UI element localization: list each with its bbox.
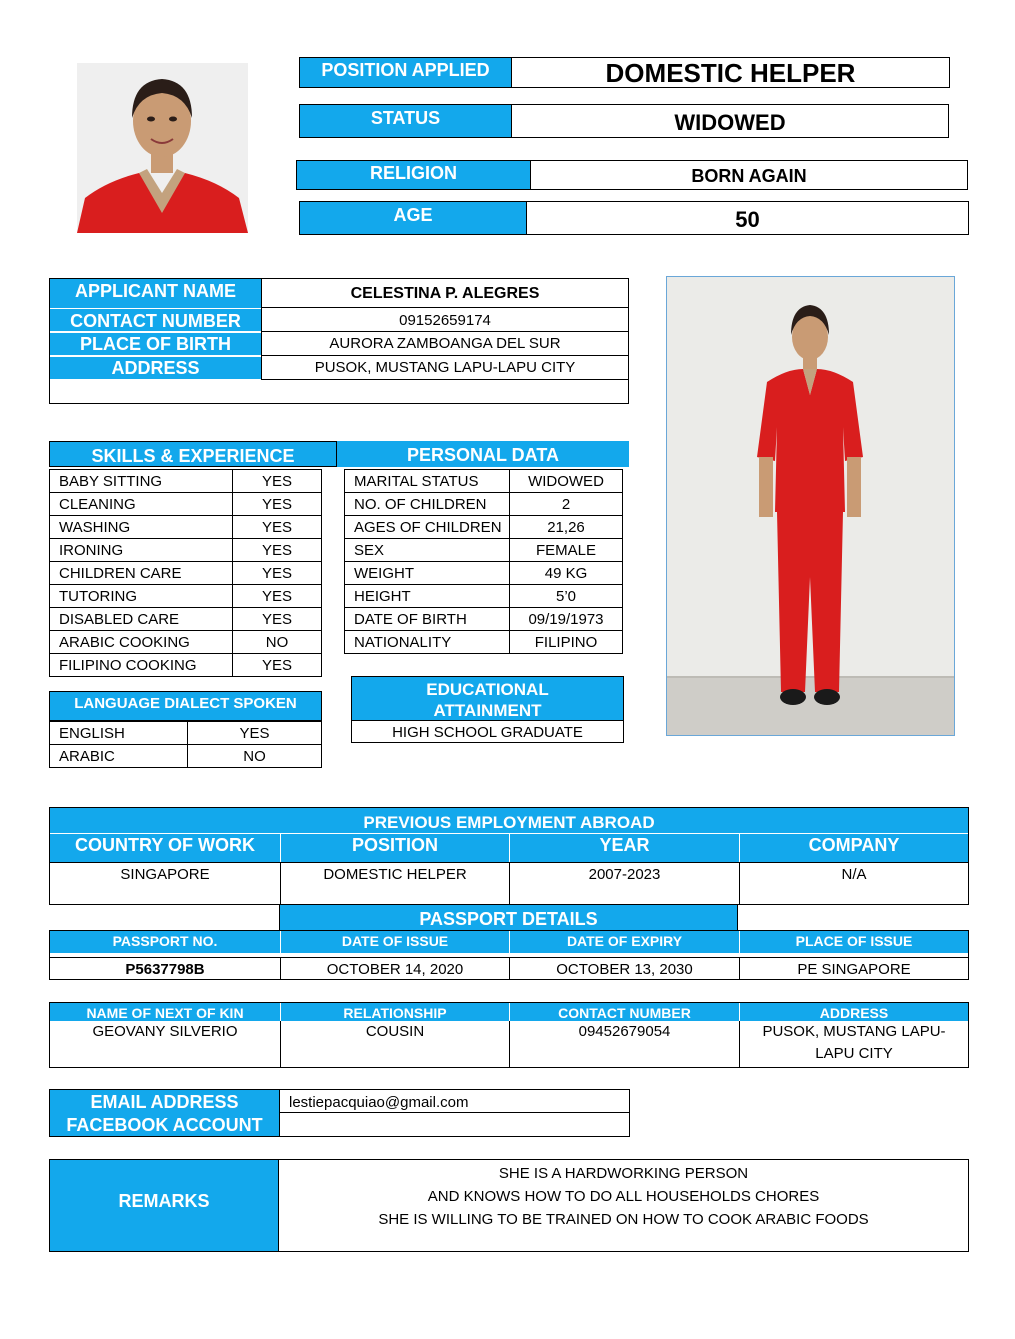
language-row	[50, 722, 322, 745]
personal-data-row-value: FEMALE	[510, 539, 623, 562]
passport-value-4: PE SINGAPORE	[739, 957, 968, 979]
skill-row-value: YES	[233, 539, 322, 562]
skill-row-value: YES	[233, 493, 322, 516]
contact-number-label: CONTACT NUMBER	[50, 309, 261, 331]
employment-header-1: COUNTRY OF WORK	[50, 834, 280, 862]
personal-data-row-label: DATE OF BIRTH	[345, 608, 510, 631]
portrait-illustration	[77, 63, 248, 233]
education-value: HIGH SCHOOL GRADUATE	[351, 720, 624, 743]
position-applied-label: POSITION APPLIED	[300, 58, 511, 87]
applicant-name-label: APPLICANT NAME	[50, 279, 261, 308]
skill-row	[50, 654, 322, 677]
contact-block	[49, 1089, 630, 1137]
passport-header-2: DATE OF ISSUE	[280, 931, 509, 953]
passport-value-1: P5637798B	[50, 957, 280, 979]
remarks-line-3: SHE IS WILLING TO BE TRAINED ON HOW TO COOK ARABIC FOODS	[378, 1211, 869, 1228]
skill-row-label: FILIPINO COOKING	[50, 654, 233, 677]
skill-row	[50, 516, 322, 539]
passport-block	[49, 930, 969, 980]
skill-row-label: CLEANING	[50, 493, 233, 516]
personal-data-row-value: 5’0	[510, 585, 623, 608]
personal-data-row	[345, 562, 623, 585]
personal-data-row	[345, 608, 623, 631]
position-applied-value: DOMESTIC HELPER	[511, 58, 949, 87]
personal-data-row-value: 21,26	[510, 516, 623, 539]
employment-value-4: N/A	[739, 862, 968, 904]
personal-data-row-value: FILIPINO	[510, 631, 623, 654]
skill-row-value: YES	[233, 516, 322, 539]
kin-header-2: RELATIONSHIP	[280, 1003, 509, 1021]
remarks-text	[279, 1162, 968, 1231]
remarks-label: REMARKS	[50, 1160, 279, 1251]
applicant-name-value: CELESTINA P. ALEGRES	[261, 279, 628, 308]
passport-header-4: PLACE OF ISSUE	[739, 931, 968, 953]
personal-data-table	[344, 469, 623, 654]
personal-data-row-value: 49 KG	[510, 562, 623, 585]
religion-value: BORN AGAIN	[530, 161, 967, 189]
employment-header-4: COMPANY	[739, 834, 968, 862]
kin-header-4: ADDRESS	[739, 1003, 968, 1021]
kin-value-4: PUSOK, MUSTANG LAPU-LAPU CITY	[739, 1021, 968, 1067]
employment-header-2: POSITION	[280, 834, 509, 862]
religion-row	[296, 160, 968, 190]
language-table	[49, 721, 322, 768]
skill-row-label: CHILDREN CARE	[50, 562, 233, 585]
skill-row	[50, 470, 322, 493]
employment-value-2: DOMESTIC HELPER	[280, 862, 509, 904]
language-title: LANGUAGE DIALECT SPOKEN	[49, 691, 322, 721]
skill-row	[50, 562, 322, 585]
passport-title: PASSPORT DETAILS	[279, 905, 738, 930]
language-row-label: ARABIC	[50, 745, 188, 768]
skill-row-label: BABY SITTING	[50, 470, 233, 493]
address-value: PUSOK, MUSTANG LAPU-LAPU CITY	[261, 356, 628, 380]
employment-value-3: 2007-2023	[509, 862, 739, 904]
employment-value-1: SINGAPORE	[50, 862, 280, 904]
full-body-illustration	[667, 277, 954, 735]
status-label: STATUS	[300, 105, 511, 137]
kin-value-1: GEOVANY SILVERIO	[92, 1023, 238, 1040]
kin-header-3: CONTACT NUMBER	[509, 1003, 739, 1021]
kin-block	[49, 1002, 969, 1068]
place-of-birth-label: PLACE OF BIRTH	[50, 333, 261, 355]
personal-data-row	[345, 516, 623, 539]
age-row	[299, 201, 969, 235]
personal-data-row-value: 2	[510, 493, 623, 516]
passport-value-3: OCTOBER 13, 2030	[509, 957, 739, 979]
skill-row-label: ARABIC COOKING	[50, 631, 233, 654]
personal-data-row	[345, 585, 623, 608]
skill-row-label: TUTORING	[50, 585, 233, 608]
skill-row	[50, 539, 322, 562]
passport-value-2: OCTOBER 14, 2020	[280, 957, 509, 979]
skill-row	[50, 631, 322, 654]
skill-row-value: YES	[233, 654, 322, 677]
position-applied-row	[299, 57, 950, 88]
kin-value-2: COUSIN	[280, 1021, 509, 1067]
applicant-info-block	[49, 278, 629, 404]
kin-header-1: NAME OF NEXT OF KIN	[50, 1003, 280, 1021]
remarks-line-1: SHE IS A HARDWORKING PERSON	[498, 1165, 749, 1182]
personal-data-row-label: NATIONALITY	[345, 631, 510, 654]
skill-row	[50, 608, 322, 631]
language-row-value: NO	[188, 745, 322, 768]
age-label: AGE	[300, 202, 526, 234]
remarks-block	[49, 1159, 969, 1252]
language-row-label: ENGLISH	[50, 722, 188, 745]
personal-data-row-label: AGES OF CHILDREN	[345, 516, 510, 539]
employment-block	[49, 807, 969, 905]
place-of-birth-value: AURORA ZAMBOANGA DEL SUR	[261, 332, 628, 356]
skill-row-value: YES	[233, 470, 322, 493]
employment-title: PREVIOUS EMPLOYMENT ABROAD	[50, 808, 968, 833]
skills-title: SKILLS & EXPERIENCE	[49, 441, 337, 467]
skill-row	[50, 493, 322, 516]
full-body-photo	[666, 276, 955, 736]
skill-row-label: DISABLED CARE	[50, 608, 233, 631]
personal-data-row-label: NO. OF CHILDREN	[345, 493, 510, 516]
language-row	[50, 745, 322, 768]
facebook-value[interactable]	[279, 1113, 629, 1136]
personal-data-row-value: 09/19/1973	[510, 608, 623, 631]
passport-header-3: DATE OF EXPIRY	[509, 931, 739, 953]
contact-number-value: 09152659174	[261, 308, 628, 332]
kin-value-3: 09452679054	[509, 1021, 739, 1067]
status-row	[299, 104, 949, 138]
personal-title: PERSONAL DATA	[337, 441, 629, 467]
skill-row-value: YES	[233, 608, 322, 631]
skill-row-value: YES	[233, 562, 322, 585]
personal-data-row	[345, 470, 623, 493]
religion-label: RELIGION	[297, 161, 530, 189]
age-value: 50	[526, 202, 968, 234]
personal-data-row-label: SEX	[345, 539, 510, 562]
personal-data-row	[345, 539, 623, 562]
skill-row-label: IRONING	[50, 539, 233, 562]
email-value[interactable]: lestiepacquiao@gmail.com	[279, 1090, 629, 1113]
personal-data-row-label: HEIGHT	[345, 585, 510, 608]
email-label: EMAIL ADDRESS	[50, 1090, 279, 1113]
skills-table	[49, 469, 322, 677]
skill-row-value: NO	[233, 631, 322, 654]
personal-data-row-value: WIDOWED	[510, 470, 623, 493]
facebook-label: FACEBOOK ACCOUNT	[50, 1113, 279, 1136]
address-label: ADDRESS	[50, 357, 261, 379]
language-row-value: YES	[188, 722, 322, 745]
personal-data-row	[345, 631, 623, 654]
employment-header-3: YEAR	[509, 834, 739, 862]
portrait-photo	[77, 63, 248, 233]
education-title: EDUCATIONAL ATTAINMENT	[351, 676, 624, 721]
passport-header-1: PASSPORT NO.	[50, 931, 280, 953]
remarks-line-2: AND KNOWS HOW TO DO ALL HOUSEHOLDS CHORES	[427, 1188, 820, 1205]
skill-row-label: WASHING	[50, 516, 233, 539]
skill-row	[50, 585, 322, 608]
skill-row-value: YES	[233, 585, 322, 608]
status-value: WIDOWED	[511, 105, 948, 137]
personal-data-row	[345, 493, 623, 516]
personal-data-row-label: MARITAL STATUS	[345, 470, 510, 493]
personal-data-row-label: WEIGHT	[345, 562, 510, 585]
